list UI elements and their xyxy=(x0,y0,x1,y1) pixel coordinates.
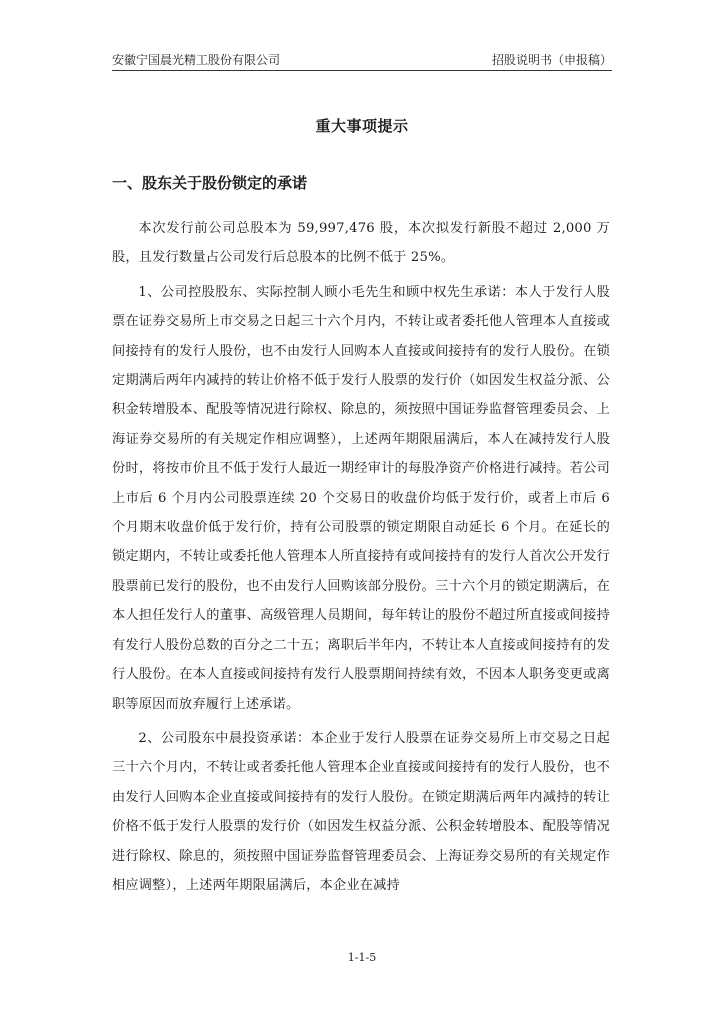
paragraph-controlling-shareholder-commitment: 1、公司控股股东、实际控制人顾小毛先生和顾中权先生承诺：本人于发行人股票在证券交易所上市交易之日起三十六个月内，不转让或者委托他人管理本人直接或间接持有的发行人股份，也不由发行人回购本人直接或间接持有的发行人股份。在锁定期满后两年内减持的转让价格不低于发行人股票的发行价（如因发生权益分派、公积金转增股本、配股等情况进行除权、除息的，须按照中国证券监督管理委员会、上海证券交易所的有关规定作相应调整），上述两年期限届满后，本人在减持发行人股份时，将按市价且不低于发行人最近一期经审计的每股净资产价格进行减持。若公司上市后 6 个月内公司股票连续 20 个交易日的收盘价均低于发行价，或者上市后 6 个月期末收盘价低于发行价，持有公司股票的锁定期限自动延长 6 个月。在延长的锁定期内，不转让或委托他人管理本人所直接持有或间接持有的发行人首次公开发行股票前已发行的股份，也不由发行人回购该部分股份。三十六个月的锁定期满后，在本人担任发行人的董事、高级管理人员期间，每年转让的股份不超过所直接或间接持有发行人股份总数的百分之二十五；离职后半年内，不转让本人直接或间接持有的发行人股份。在本人直接或间接持有发行人股票期间持续有效，不因本人职务变更或离职等原因而放弃履行上述承诺。 xyxy=(112,284,610,712)
paragraph-zhongchen-investment-commitment: 2、公司股东中晨投资承诺：本企业于发行人股票在证券交易所上市交易之日起三十六个月内，不转让或者委托他人管理本企业直接或间接持有的发行人股份，也不由发行人回购本企业直接或间接持有的发行人股份。在锁定期满后两年内减持的转让价格不低于发行人股票的发行价（如因发生权益分派、公积金转增股本、配股等情况进行除权、除息的，须按照中国证券监督管理委员会、上海证券交易所的有关规定作相应调整），上述两年期限届满后，本企业在减持 xyxy=(112,730,610,893)
page-number: 1-1-5 xyxy=(347,951,377,964)
header-divider xyxy=(112,70,612,71)
page-title: 重大事项提示 xyxy=(315,117,409,135)
header-company-name: 安徽宁国晨光精工股份有限公司 xyxy=(112,53,281,67)
section-heading: 一、股东关于股份锁定的承诺 xyxy=(112,174,308,192)
section-body xyxy=(112,214,610,905)
paragraph-share-capital: 本次发行前公司总股本为 59,997,476 股，本次拟发行新股不超过 2,000 万股，且发行数量占公司发行后总股本的比例不低于 25%。 xyxy=(112,221,610,266)
running-header xyxy=(112,51,612,69)
header-document-type: 招股说明书（申报稿） xyxy=(491,53,612,67)
